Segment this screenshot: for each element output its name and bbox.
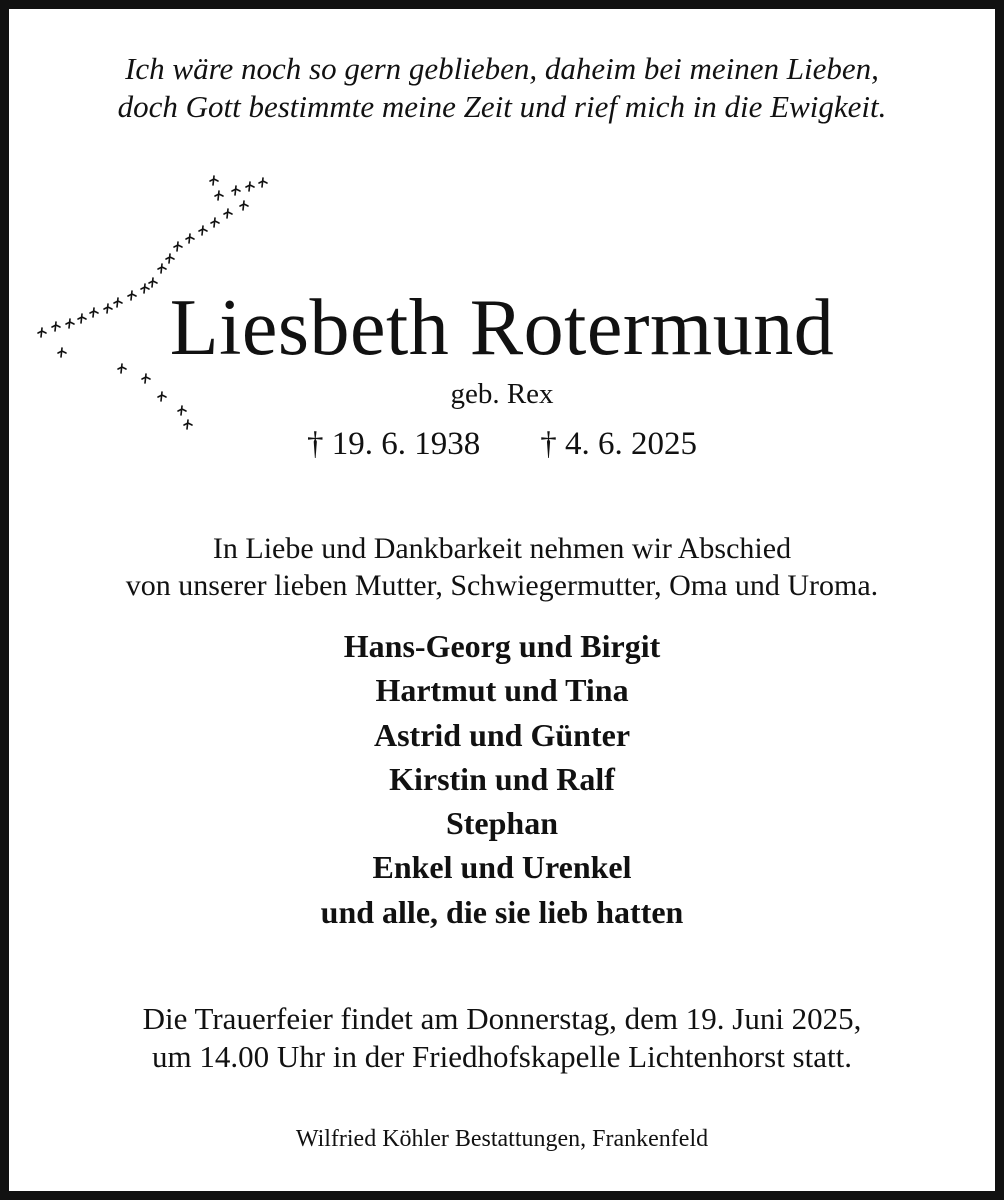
- farewell-text: [0, 530, 1004, 604]
- mourner-entry: Astrid und Günter: [373, 716, 631, 753]
- deceased-name: Liesbeth Rotermund: [169, 284, 835, 372]
- service-line-2: um 14.00 Uhr in der Friedhofskapelle Lichtenhorst statt.: [152, 1039, 852, 1074]
- mourner-entry: und alle, die sie lieb hatten: [320, 893, 684, 930]
- mourners-list: [0, 624, 1004, 934]
- death-date: † 4. 6. 2025: [540, 426, 697, 462]
- undertaker-credit: Wilfried Köhler Bestattungen, Frankenfeld: [295, 1126, 709, 1152]
- mourner-entry: Hartmut und Tina: [375, 672, 629, 709]
- funeral-service-info: [0, 1000, 1004, 1076]
- mourner-entry: Stephan: [445, 805, 559, 842]
- mourner-entry: Hans-Georg und Birgit: [343, 628, 661, 664]
- quote-line-1: Ich wäre noch so gern geblieben, daheim bei meinen Lieben,: [125, 51, 879, 86]
- quote-line-2: doch Gott bestimmte meine Zeit und rief mich in die Ewigkeit.: [117, 89, 887, 124]
- life-dates: [0, 424, 1004, 464]
- farewell-line-1: In Liebe und Dankbarkeit nehmen wir Abschied: [212, 532, 792, 565]
- maiden-name: geb. Rex: [450, 378, 554, 410]
- memorial-quote: [0, 50, 1004, 126]
- service-line-1: Die Trauerfeier findet am Donnerstag, dem 19. Juni 2025,: [142, 1001, 862, 1036]
- farewell-line-2: von unserer lieben Mutter, Schwiegermutter, Oma und Uroma.: [125, 569, 879, 602]
- mourner-entry: Kirstin und Ralf: [389, 760, 615, 797]
- birth-date: † 19. 6. 1938: [307, 426, 481, 462]
- mourner-entry: Enkel und Urenkel: [372, 849, 632, 886]
